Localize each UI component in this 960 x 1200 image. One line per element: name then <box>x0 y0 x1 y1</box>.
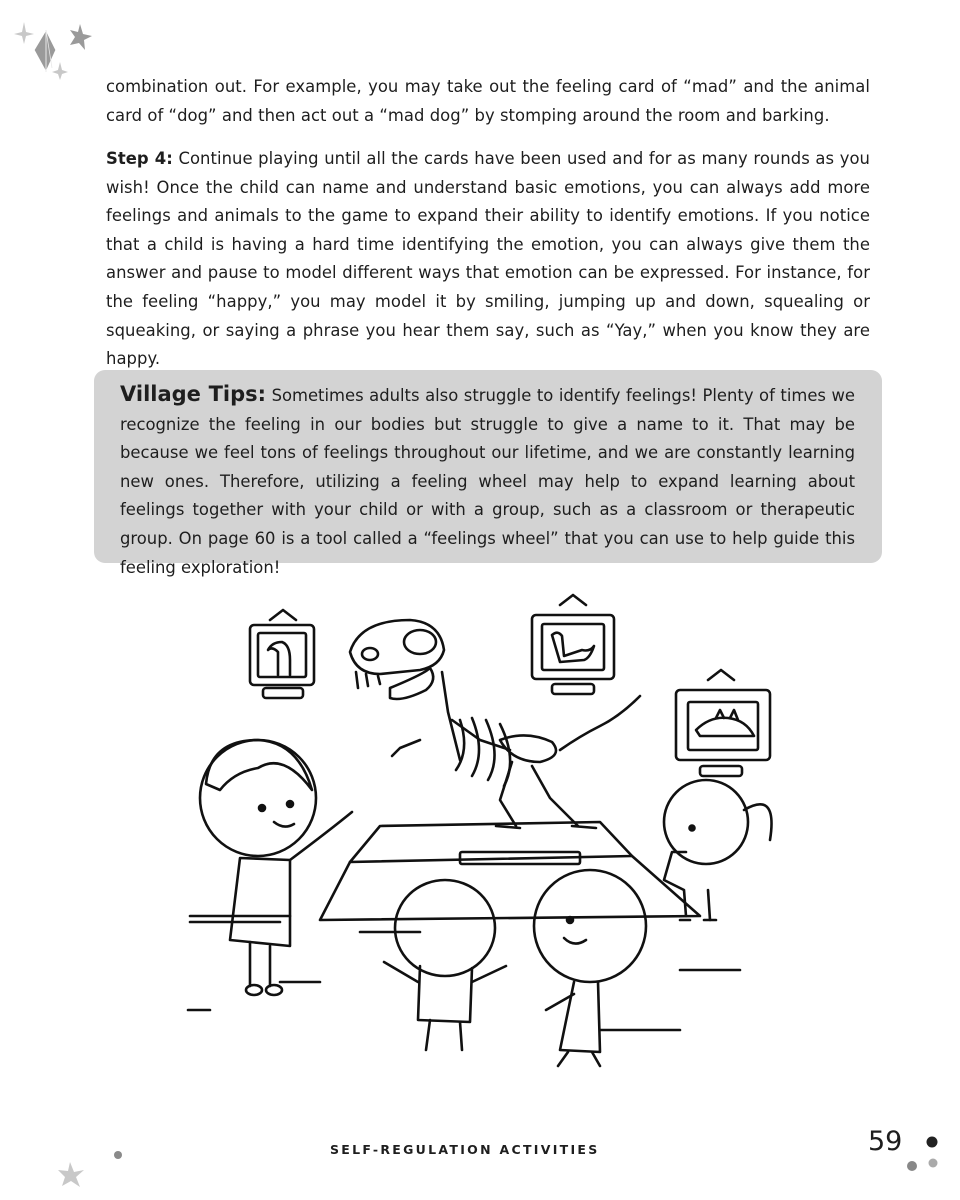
museum-illustration <box>180 590 800 1070</box>
paragraph-continuation <box>106 73 870 130</box>
step-label: Step 4: <box>106 149 173 168</box>
dinosaur-skeleton-icon <box>350 620 640 828</box>
dots-decoration-icon <box>900 1130 950 1180</box>
teacher-figure <box>200 740 352 995</box>
paragraph-step-4 <box>106 145 870 374</box>
paragraph-text: Continue playing until all the cards have been used and for as many rounds as you wish! Once the child can name and understand basic emotions, you can always add more feelings and animals to the game to expand their ability to identify emotions. If you notice that a child is having a hard time identifying the emotion, you can always give them the answer and pause to model different ways that emotion can be expressed. For instance, for the feeling “happy,” you may model it by smiling, jumping up and down, squealing or squeaking, or saying a phrase you hear them say, such as “Yay,” when you know they are happy. <box>106 149 870 369</box>
dino-frame-icon <box>250 610 314 698</box>
section-label: SELF-REGULATION ACTIVITIES <box>330 1142 600 1157</box>
dino-frame-icon <box>676 670 770 776</box>
paragraph-text: combination out. For example, you may take out the feeling card of “mad” and the animal card of “dog” and then act out a “mad dog” by stomping around the room and barking. <box>106 77 870 125</box>
tips-body: Sometimes adults also struggle to identify feelings! Plenty of times we recognize the feeling in our bodies but struggle to give a name to it. That may be because we feel tons of feelings throughout our lifetime, and we are constantly learning new ones. Therefore, utilizing a feeling wheel may help to expand learning about feelings together with your child or with a group, such as a classroom or therapeutic group. On page 60 is a tool called a “feelings wheel” that you can use to help guide this feeling exploration! <box>120 386 856 577</box>
dino-frame-icon <box>532 595 614 694</box>
tips-title: Village Tips: <box>120 382 267 406</box>
child-back-figure <box>384 880 506 1050</box>
star-dot-decoration-icon <box>50 1140 130 1190</box>
child-front-figure <box>534 870 646 1066</box>
crystal-sparkle-decoration-icon <box>10 10 100 80</box>
village-tips-box <box>94 370 882 577</box>
page-number: 59 <box>868 1126 903 1157</box>
